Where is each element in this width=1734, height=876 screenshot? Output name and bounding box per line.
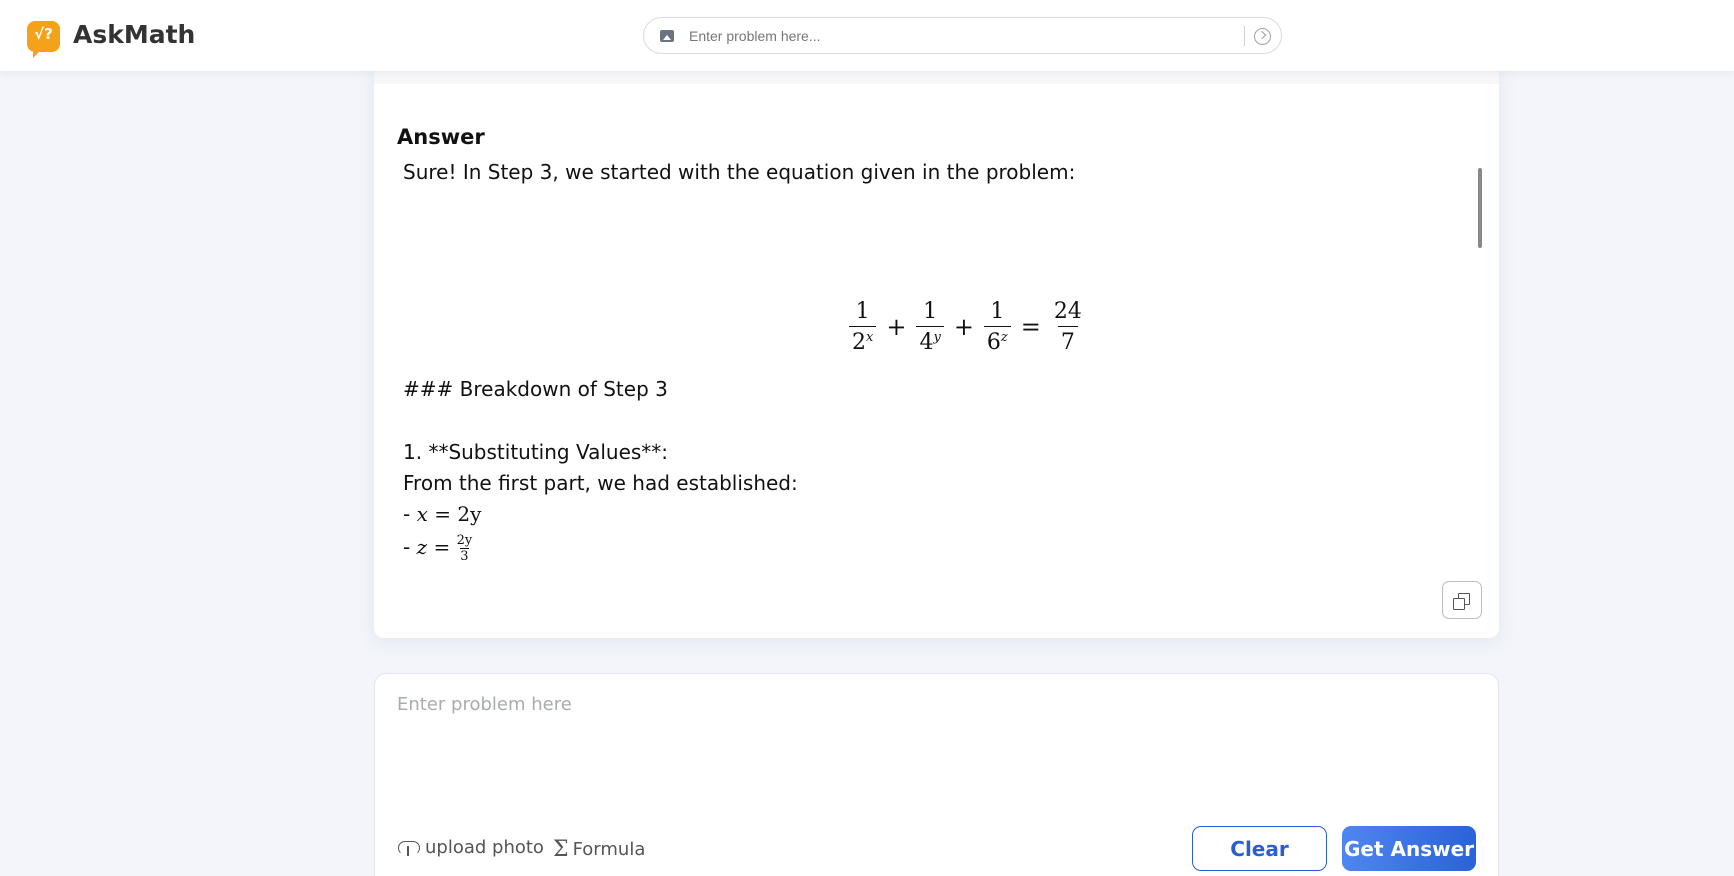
- equals-sign: =: [1020, 313, 1041, 341]
- answer-card: [374, 60, 1499, 638]
- upload-photo-label: upload photo: [425, 837, 544, 858]
- plus-sign: +: [886, 313, 907, 341]
- cloud-upload-icon: [397, 838, 421, 858]
- formula-label: Formula: [572, 839, 646, 860]
- image-upload-icon[interactable]: [660, 30, 674, 42]
- upload-photo-button[interactable]: [397, 837, 544, 858]
- copy-button[interactable]: [1442, 581, 1482, 619]
- sigma-icon: Σ: [553, 837, 569, 862]
- submit-arrow-icon[interactable]: [1254, 28, 1271, 45]
- problem-input-card: [374, 673, 1499, 876]
- equation-term-2: $\frac{1}{4^y}$: [916, 299, 943, 355]
- bullet-x-equals: - x = 2y: [403, 502, 482, 526]
- header-search-bar: [643, 17, 1282, 54]
- answer-intro: Sure! In Step 3, we started with the equation given in the problem:: [403, 160, 1076, 184]
- answer-heading: Answer: [397, 125, 485, 149]
- equation-term-1: $\frac{1}{2^x}$: [849, 299, 876, 355]
- search-divider: [1244, 26, 1245, 46]
- plus-sign: +: [953, 313, 974, 341]
- header-search-input[interactable]: [689, 25, 1209, 47]
- equation-rhs: $\frac{24}{7}$: [1053, 299, 1082, 355]
- clear-button[interactable]: Clear: [1192, 826, 1327, 871]
- answer-scrollbar[interactable]: [1478, 168, 1482, 248]
- established-text: From the first part, we had established:: [403, 471, 798, 495]
- top-header: [0, 0, 1734, 71]
- askmath-logo-icon[interactable]: [27, 21, 60, 52]
- breakdown-heading: ### Breakdown of Step 3: [403, 377, 668, 401]
- step-item-1: 1. **Substituting Values**:: [403, 440, 669, 464]
- bullet-z-equals: - z = $\frac{2y}{3}$: [403, 533, 473, 564]
- main-equation: [849, 292, 1085, 362]
- logo-glyph: √?: [34, 25, 53, 43]
- problem-input[interactable]: [397, 694, 1467, 784]
- formula-button[interactable]: [553, 837, 645, 862]
- equation-term-3: $\frac{1}{6^z}$: [984, 299, 1011, 355]
- brand-name[interactable]: AskMath: [73, 20, 196, 49]
- get-answer-button[interactable]: Get Answer: [1342, 826, 1476, 871]
